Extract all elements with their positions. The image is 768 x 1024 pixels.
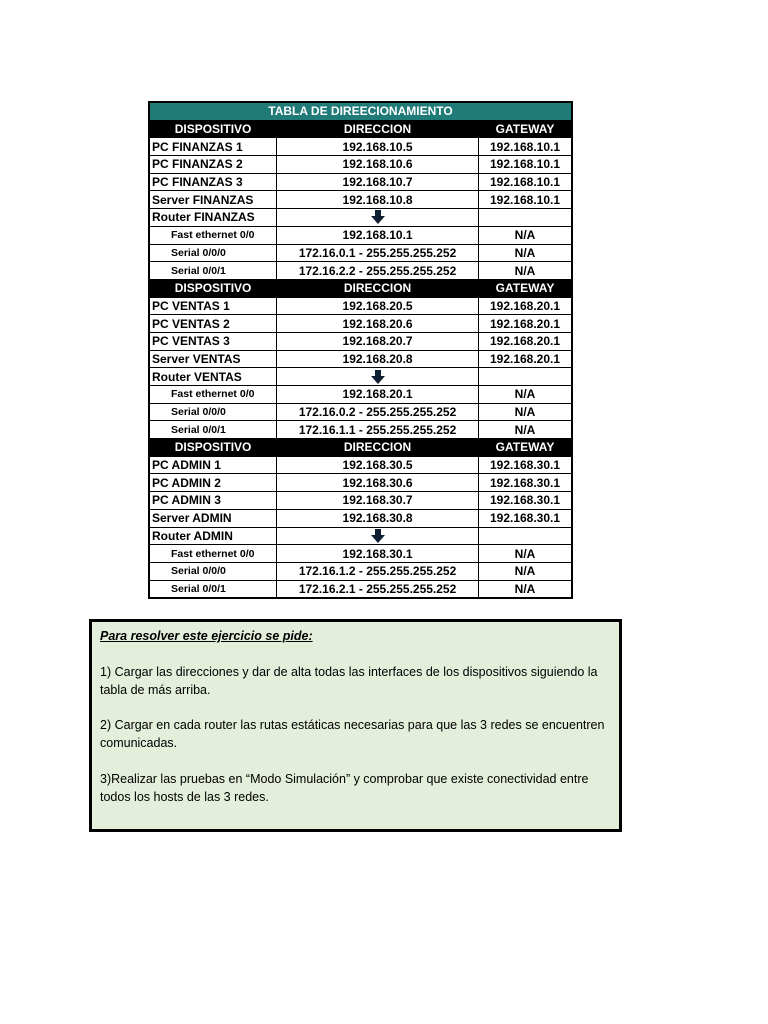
device-gateway: 192.168.20.1 — [479, 297, 572, 315]
device-row — [149, 509, 572, 527]
table-header-row — [149, 120, 572, 138]
device-row — [149, 350, 572, 368]
device-name: PC VENTAS 3 — [149, 332, 277, 350]
column-header-dispositivo: DISPOSITIVO — [149, 279, 277, 297]
interface-gateway: N/A — [479, 562, 572, 580]
device-gateway: 192.168.10.1 — [479, 138, 572, 156]
table-header-row — [149, 439, 572, 457]
device-address: 192.168.20.7 — [277, 332, 479, 350]
device-name: PC VENTAS 1 — [149, 297, 277, 315]
column-header-dispositivo: DISPOSITIVO — [149, 439, 277, 457]
addressing-table — [148, 101, 573, 599]
device-row — [149, 315, 572, 333]
instruction-item-3: 3)Realizar las pruebas en “Modo Simulación” y comprobar que existe conectividad entre todos los hosts de las 3 redes. — [100, 772, 589, 804]
device-row — [149, 191, 572, 209]
instruction-item-2: 2) Cargar en cada router las rutas estáticas necesarias para que las 3 redes se encuentren comunicadas. — [100, 718, 605, 750]
device-row — [149, 492, 572, 510]
device-address: 192.168.20.5 — [277, 297, 479, 315]
table-header-row — [149, 279, 572, 297]
router-row — [149, 209, 572, 227]
device-name: PC FINANZAS 3 — [149, 173, 277, 191]
router-name: Router FINANZAS — [149, 209, 277, 227]
device-address: 192.168.10.6 — [277, 156, 479, 174]
device-address: 192.168.10.5 — [277, 138, 479, 156]
interface-name: Serial 0/0/0 — [149, 244, 277, 262]
device-row — [149, 297, 572, 315]
interface-name: Serial 0/0/0 — [149, 562, 277, 580]
device-row — [149, 332, 572, 350]
device-gateway: 192.168.20.1 — [479, 332, 572, 350]
router-gateway-empty — [479, 527, 572, 545]
interface-address: 172.16.2.2 - 255.255.255.252 — [277, 262, 479, 280]
device-name: PC ADMIN 2 — [149, 474, 277, 492]
interface-row — [149, 244, 572, 262]
device-gateway: 192.168.10.1 — [479, 173, 572, 191]
router-row — [149, 368, 572, 386]
down-arrow-icon — [277, 527, 479, 545]
interface-name: Fast ethernet 0/0 — [149, 386, 277, 404]
device-name: Server FINANZAS — [149, 191, 277, 209]
device-gateway: 192.168.20.1 — [479, 350, 572, 368]
interface-address: 192.168.10.1 — [277, 226, 479, 244]
device-address: 192.168.30.6 — [277, 474, 479, 492]
interface-row — [149, 403, 572, 421]
router-name: Router ADMIN — [149, 527, 277, 545]
device-gateway: 192.168.30.1 — [479, 509, 572, 527]
interface-address: 172.16.2.1 - 255.255.255.252 — [277, 580, 479, 598]
interface-gateway: N/A — [479, 386, 572, 404]
interface-gateway: N/A — [479, 421, 572, 439]
column-header-gateway: GATEWAY — [479, 120, 572, 138]
instructions-heading: Para resolver este ejercicio se pide: — [100, 629, 313, 643]
device-gateway: 192.168.30.1 — [479, 474, 572, 492]
device-name: PC VENTAS 2 — [149, 315, 277, 333]
device-row — [149, 156, 572, 174]
table-title: TABLA DE DIREECIONAMIENTO — [149, 102, 572, 120]
device-row — [149, 138, 572, 156]
device-gateway: 192.168.30.1 — [479, 492, 572, 510]
interface-name: Serial 0/0/0 — [149, 403, 277, 421]
interface-name: Fast ethernet 0/0 — [149, 226, 277, 244]
interface-address: 172.16.0.1 - 255.255.255.252 — [277, 244, 479, 262]
device-gateway: 192.168.20.1 — [479, 315, 572, 333]
column-header-direccion: DIRECCION — [277, 120, 479, 138]
interface-address: 172.16.1.2 - 255.255.255.252 — [277, 562, 479, 580]
column-header-dispositivo: DISPOSITIVO — [149, 120, 277, 138]
table-title-row — [149, 102, 572, 120]
interface-address: 172.16.1.1 - 255.255.255.252 — [277, 421, 479, 439]
router-gateway-empty — [479, 368, 572, 386]
interface-gateway: N/A — [479, 580, 572, 598]
device-name: PC ADMIN 1 — [149, 456, 277, 474]
addressing-table-body — [149, 102, 572, 598]
device-address: 192.168.30.7 — [277, 492, 479, 510]
down-arrow-icon — [277, 209, 479, 227]
device-row — [149, 456, 572, 474]
interface-row — [149, 580, 572, 598]
interface-gateway: N/A — [479, 244, 572, 262]
interface-gateway: N/A — [479, 226, 572, 244]
device-name: Server ADMIN — [149, 509, 277, 527]
device-address: 192.168.30.5 — [277, 456, 479, 474]
interface-name: Serial 0/0/1 — [149, 421, 277, 439]
device-name: PC FINANZAS 2 — [149, 156, 277, 174]
column-header-direccion: DIRECCION — [277, 439, 479, 457]
device-name: PC ADMIN 3 — [149, 492, 277, 510]
interface-gateway: N/A — [479, 545, 572, 563]
interface-name: Serial 0/0/1 — [149, 580, 277, 598]
device-address: 192.168.10.7 — [277, 173, 479, 191]
router-gateway-empty — [479, 209, 572, 227]
interface-name: Serial 0/0/1 — [149, 262, 277, 280]
device-row — [149, 173, 572, 191]
device-name: PC FINANZAS 1 — [149, 138, 277, 156]
interface-row — [149, 421, 572, 439]
device-address: 192.168.30.8 — [277, 509, 479, 527]
device-name: Server VENTAS — [149, 350, 277, 368]
instruction-item-1: 1) Cargar las direcciones y dar de alta todas las interfaces de los dispositivos siguiendo la tabla de más arriba. — [100, 665, 598, 697]
device-gateway: 192.168.30.1 — [479, 456, 572, 474]
interface-address: 172.16.0.2 - 255.255.255.252 — [277, 403, 479, 421]
interface-row — [149, 262, 572, 280]
interface-row — [149, 226, 572, 244]
device-address: 192.168.20.8 — [277, 350, 479, 368]
device-address: 192.168.20.6 — [277, 315, 479, 333]
device-gateway: 192.168.10.1 — [479, 191, 572, 209]
interface-gateway: N/A — [479, 403, 572, 421]
device-row — [149, 474, 572, 492]
interface-row — [149, 562, 572, 580]
interface-row — [149, 545, 572, 563]
down-arrow-icon — [277, 368, 479, 386]
router-row — [149, 527, 572, 545]
interface-address: 192.168.30.1 — [277, 545, 479, 563]
interface-address: 192.168.20.1 — [277, 386, 479, 404]
column-header-gateway: GATEWAY — [479, 439, 572, 457]
device-address: 192.168.10.8 — [277, 191, 479, 209]
column-header-direccion: DIRECCION — [277, 279, 479, 297]
device-gateway: 192.168.10.1 — [479, 156, 572, 174]
interface-name: Fast ethernet 0/0 — [149, 545, 277, 563]
interface-row — [149, 386, 572, 404]
interface-gateway: N/A — [479, 262, 572, 280]
column-header-gateway: GATEWAY — [479, 279, 572, 297]
router-name: Router VENTAS — [149, 368, 277, 386]
instructions-box — [89, 619, 622, 832]
